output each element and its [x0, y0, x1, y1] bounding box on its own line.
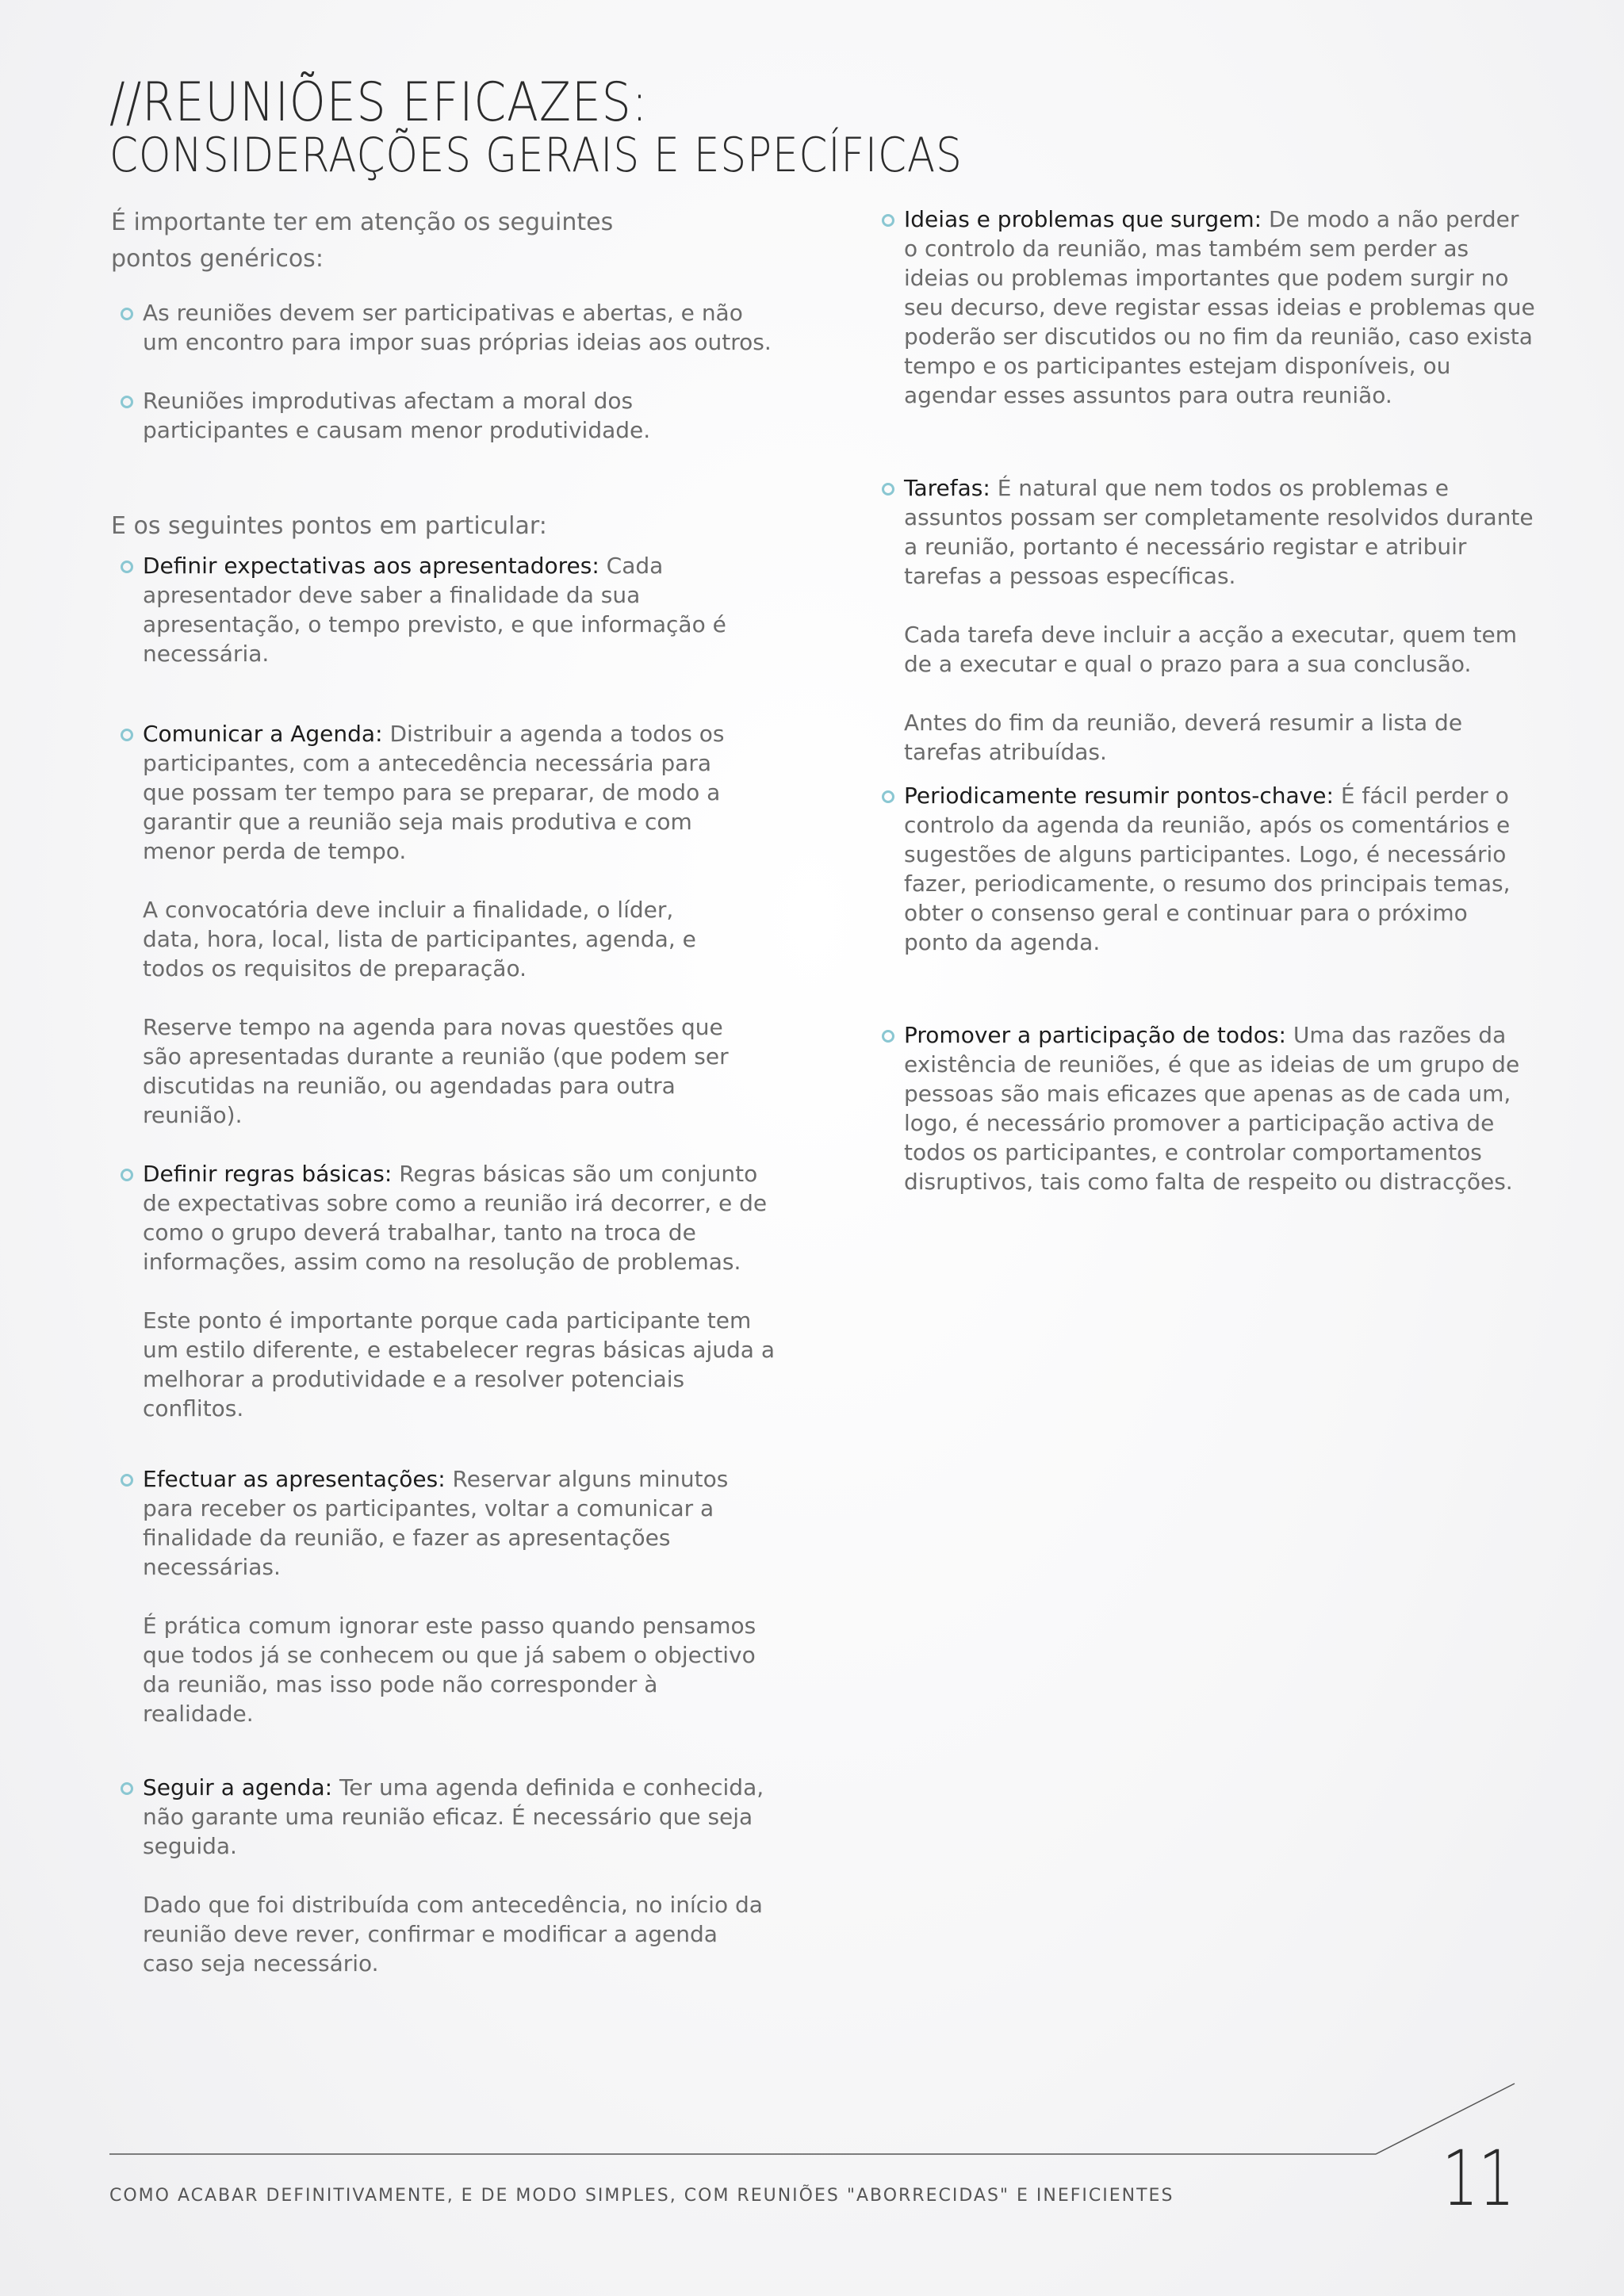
footer-text: COMO ACABAR DEFINITIVAMENTE, E DE MODO SIMPLES, COM REUNIÕES "ABORRECIDAS" E INEFICIENTES	[109, 2186, 1174, 2206]
point-term: Efectuar as apresentações:	[143, 1466, 446, 1492]
point-term: Comunicar a Agenda:	[143, 721, 383, 747]
point-term: Periodicamente resumir pontos-chave:	[904, 783, 1334, 809]
point-term: Tarefas:	[904, 475, 990, 501]
point-item	[872, 205, 1538, 410]
point-term: Definir expectativas aos apresentadores:	[143, 553, 599, 579]
point-item	[872, 1020, 1530, 1196]
point-paragraph: Reserve tempo na agenda para novas questões que são apresentadas durante a reunião (que podem ser discutidas na reunião, ou agendadas para outra reunião).	[143, 1014, 729, 1128]
general-point-text: Reuniões improdutivas afectam a moral dos participantes e causam menor produtividade.	[143, 388, 651, 443]
point-term: Seguir a agenda:	[143, 1774, 333, 1800]
point-term: Promover a participação de todos:	[904, 1022, 1286, 1048]
title-line-1: //REUNIÕES EFICAZES:	[109, 71, 649, 134]
bullet-icon	[121, 1782, 133, 1795]
point-text: É fácil perder o controlo da agenda da reunião, após os comentários e sugestões de alguns participantes. Logo, é necessário fazer, periodicamente, o resumo dos principais temas, obter o consenso geral e continuar para o próximo ponto da agenda.	[904, 783, 1511, 955]
point-paragraph: É prática comum ignorar este passo quando pensamos que todos já se conhecem ou que já sabem o objectivo da reunião, mas isso pode não corresponder à realidade.	[143, 1613, 756, 1727]
bullet-icon	[882, 790, 894, 803]
point-text: Reservar alguns minutos para receber os participantes, voltar a comunicar a finalidade da reunião, e fazer as apresentações necessárias.	[143, 1466, 729, 1580]
point-paragraph: Cada tarefa deve incluir a acção a executar, quem tem de a executar e qual o prazo para a sua conclusão.	[904, 622, 1517, 677]
bullet-icon	[121, 396, 133, 408]
point-paragraph: Antes do fim da reunião, deverá resumir a lista de tarefas atribuídas.	[904, 710, 1463, 765]
point-item	[872, 781, 1538, 957]
title-line-2: CONSIDERAÇÕES GERAIS E ESPECÍFICAS	[109, 128, 963, 183]
point-term: Ideias e problemas que surgem:	[904, 206, 1262, 232]
point-term: Definir regras básicas:	[143, 1161, 393, 1187]
point-text: Cada apresentador deve saber a finalidade da sua apresentação, o tempo previsto, e que informação é necessária.	[143, 553, 726, 667]
intro-particular: E os seguintes pontos em particular:	[111, 512, 547, 540]
bullet-icon	[121, 308, 133, 320]
bullet-icon	[882, 214, 894, 227]
point-item	[111, 1773, 769, 1978]
bullet-icon	[121, 1474, 133, 1487]
bullet-icon	[121, 729, 133, 741]
bullet-icon	[882, 483, 894, 496]
page-title	[109, 71, 963, 183]
point-paragraph: Dado que foi distribuída com antecedência, no início da reunião deve rever, confirmar e modificar a agenda caso seja necessário.	[143, 1892, 763, 1976]
point-text: É natural que nem todos os problemas e assuntos possam ser completamente resolvidos durante a reunião, portanto é necessário registar e atribuir tarefas a pessoas específicas.	[904, 475, 1534, 589]
general-point	[111, 386, 777, 445]
point-item	[111, 719, 737, 1130]
bullet-icon	[121, 1169, 133, 1181]
point-text: Ter uma agenda definida e conhecida, não garante uma reunião eficaz. É necessário que seja seguida.	[143, 1774, 764, 1859]
point-item	[111, 1159, 777, 1423]
point-item	[111, 551, 777, 668]
intro-general: É importante ter em atenção os seguintes pontos genéricos:	[111, 209, 614, 273]
point-item	[111, 1464, 769, 1728]
point-paragraph: Este ponto é importante porque cada participante tem um estilo diferente, e estabelecer regras básicas ajuda a melhorar a produtividade e a resolver potenciais conflitos.	[143, 1307, 776, 1422]
point-item	[872, 473, 1538, 767]
bullet-icon	[882, 1030, 894, 1043]
point-text: De modo a não perder o controlo da reunião, mas também sem perder as ideias ou problemas importantes que podem surgir no seu decurso, deve registar essas ideias e problemas que poderão ser discutidos ou no fim da reunião, caso exista tempo e os participantes estejam disponíveis, ou agendar esses assuntos para outra reunião.	[904, 206, 1535, 408]
general-point-text: As reuniões devem ser participativas e abertas, e não um encontro para impor suas próprias ideias aos outros.	[143, 300, 772, 355]
left-column	[111, 205, 776, 1978]
page-number: 11	[1442, 2134, 1515, 2223]
general-point	[111, 298, 777, 357]
point-text: Regras básicas são um conjunto de expectativas sobre como a reunião irá decorrer, e de como o grupo deverá trabalhar, tanto na troca de informações, assim como na resolução de problemas.	[143, 1161, 768, 1275]
right-column	[872, 205, 1535, 1196]
point-text: Uma das razões da existência de reuniões, é que as ideias de um grupo de pessoas são mais eficazes que apenas as de cada um, logo, é necessário promover a participação activa de todos os participantes, e controlar comportamentos disruptivos, tais como falta de respeito ou distracções.	[904, 1022, 1520, 1195]
point-paragraph: A convocatória deve incluir a finalidade, o líder, data, hora, local, lista de participantes, agenda, e todos os requisitos de preparação.	[143, 897, 696, 982]
bullet-icon	[121, 561, 133, 573]
point-text: Distribuir a agenda a todos os participantes, com a antecedência necessária para que possam ter tempo para se preparar, de modo a garantir que a reunião seja mais produtiva e com menor perda de tempo.	[143, 721, 725, 864]
